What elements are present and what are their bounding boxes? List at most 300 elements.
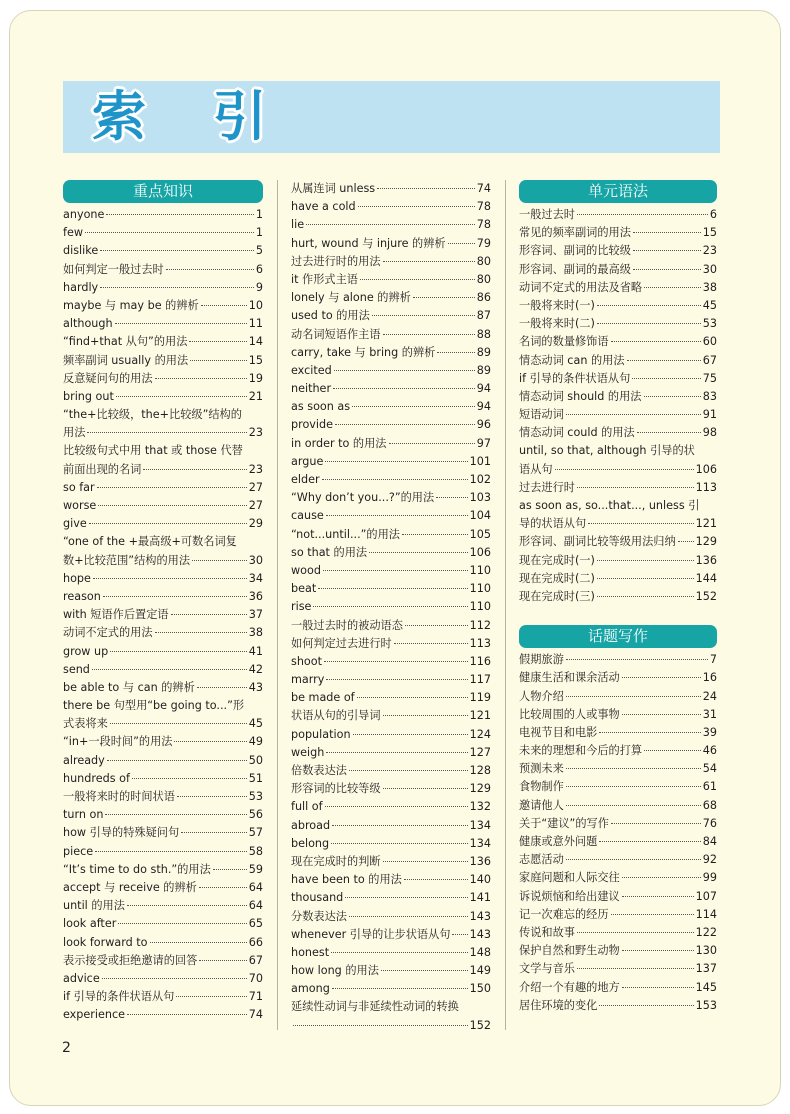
entry-page-number: 67	[248, 953, 263, 967]
dot-leader	[87, 432, 246, 433]
entry-page-number: 15	[702, 226, 717, 240]
entry-term: 语从句	[519, 462, 553, 476]
dot-leader	[132, 778, 247, 779]
entry-page-number: 66	[248, 935, 263, 949]
entry-page-number: 114	[695, 907, 717, 921]
index-entry	[519, 461, 717, 479]
index-entry	[63, 752, 263, 770]
index-entry	[519, 297, 717, 315]
index-entry	[63, 624, 263, 642]
dot-leader	[633, 232, 701, 233]
entry-page-number: 110	[469, 582, 491, 596]
entry-term: as soon as	[291, 400, 351, 414]
entry-page-number: 45	[248, 717, 263, 731]
index-entry	[63, 715, 263, 733]
dot-leader	[597, 596, 694, 597]
index-entry	[63, 242, 263, 260]
entry-term: 式表将来	[63, 717, 108, 731]
index-entry	[291, 926, 491, 944]
entry-page-number: 136	[695, 553, 717, 567]
entry-page-number: 19	[248, 371, 263, 385]
entry-page-number: 91	[702, 408, 717, 422]
dot-leader	[325, 461, 467, 462]
dot-leader	[190, 360, 247, 361]
dot-leader	[197, 687, 247, 688]
entry-page-number: 42	[248, 662, 263, 676]
entry-page-number: 59	[248, 862, 263, 876]
entry-term: honest	[291, 945, 330, 959]
index-column-3	[519, 180, 717, 1015]
dot-leader	[103, 596, 247, 597]
dot-leader	[566, 768, 701, 769]
entry-term: 情态动词 could 的用法	[519, 426, 635, 440]
entry-page-number: 121	[695, 517, 717, 531]
index-entry	[519, 651, 717, 669]
entry-term: 形容词、副词比较等级用法归纳	[519, 535, 676, 549]
dot-leader	[322, 479, 468, 480]
index-entry	[291, 1017, 491, 1035]
entry-page-number: 134	[469, 836, 491, 850]
index-entry-line: there be 句型用“be going to...”形	[63, 699, 245, 713]
entry-page-number: 80	[476, 272, 491, 286]
entry-page-number: 60	[702, 335, 717, 349]
dot-leader	[577, 487, 694, 488]
dot-leader	[633, 269, 701, 270]
entry-page-number: 110	[469, 600, 491, 614]
entry-term: anyone	[63, 208, 105, 221]
dot-leader	[622, 877, 701, 878]
index-entry	[519, 833, 717, 851]
entry-term: it 作形式主语	[291, 272, 358, 286]
entry-term: 情态动词 can 的用法	[519, 353, 625, 367]
dot-leader	[323, 570, 468, 571]
entry-term: bring out	[63, 389, 114, 403]
index-entry	[291, 962, 491, 980]
entry-page-number: 51	[248, 771, 263, 785]
entry-page-number: 53	[248, 790, 263, 803]
index-list	[63, 206, 263, 1024]
dot-leader	[199, 960, 246, 961]
index-entry	[291, 617, 491, 635]
entry-page-number: 76	[702, 816, 717, 830]
entry-term: 人物介绍	[519, 689, 564, 703]
index-entry	[291, 744, 491, 762]
index-entry	[63, 897, 263, 915]
index-entry	[519, 570, 717, 588]
entry-page-number: 94	[476, 400, 491, 414]
index-list	[519, 206, 717, 606]
index-entry	[291, 780, 491, 798]
entry-term: turn on	[63, 808, 104, 822]
index-entry	[291, 980, 491, 998]
index-entry	[291, 326, 491, 344]
entry-term: 如何判定过去进行时	[291, 636, 392, 650]
dot-leader	[555, 469, 694, 470]
index-entry	[63, 370, 263, 388]
dot-leader	[352, 406, 475, 407]
entry-page-number: 31	[702, 707, 717, 721]
entry-term: accept 与 receive 的辨析	[63, 880, 197, 894]
dot-leader	[332, 988, 468, 989]
index-entry	[519, 942, 717, 960]
entry-term: 记一次难忘的经历	[519, 907, 609, 921]
dot-leader	[349, 770, 468, 771]
entry-term: be able to 与 can 的辨析	[63, 680, 195, 694]
index-entry	[63, 879, 263, 897]
entry-term: although	[63, 317, 113, 331]
entry-page-number: 104	[469, 509, 491, 523]
dot-leader	[89, 523, 247, 524]
entry-term: experience	[63, 1008, 126, 1022]
entry-page-number: 86	[476, 291, 491, 305]
entry-term: 一般过去时	[519, 208, 575, 221]
entry-term: send	[63, 662, 90, 676]
index-entry-line: “one of the +最高级+可数名词复	[63, 535, 237, 549]
entry-page-number: 49	[248, 735, 263, 749]
dot-leader	[566, 859, 701, 860]
index-entry	[63, 861, 263, 879]
entry-term: “find+that 从句”的用法	[63, 335, 188, 349]
entry-term: 形容词的比较等级	[291, 782, 381, 796]
entry-page-number: 43	[248, 680, 263, 694]
dot-leader	[166, 269, 254, 270]
entry-term: 比较周围的人或事物	[519, 707, 620, 721]
entry-page-number: 67	[702, 353, 717, 367]
dot-leader	[97, 487, 247, 488]
index-entry	[291, 598, 491, 616]
entry-page-number: 79	[476, 236, 491, 250]
entry-term: 文学与音乐	[519, 962, 575, 976]
index-entry	[63, 224, 263, 242]
dot-leader	[566, 659, 708, 660]
entry-page-number: 37	[248, 608, 263, 622]
entry-page-number: 27	[248, 499, 263, 512]
entry-page-number: 36	[248, 589, 263, 603]
entry-page-number: 145	[695, 980, 717, 994]
dot-leader	[335, 424, 475, 425]
dot-leader	[360, 279, 475, 280]
entry-term: 预测未来	[519, 762, 564, 776]
dot-leader	[394, 643, 468, 644]
index-entry	[291, 307, 491, 325]
entry-term: if 引导的条件状语从句	[519, 371, 631, 385]
index-entry	[291, 853, 491, 871]
entry-term: among	[291, 982, 330, 996]
entry-term: 数+比较范围”结构的用法	[63, 553, 191, 567]
entry-page-number: 134	[469, 818, 491, 832]
entry-page-number: 103	[469, 491, 491, 505]
dot-leader	[383, 861, 468, 862]
entry-term: 如何判定一般过去时	[63, 262, 164, 276]
dot-leader	[326, 679, 467, 680]
index-entry	[519, 552, 717, 570]
entry-page-number: 124	[469, 727, 491, 741]
entry-term: 志愿活动	[519, 853, 564, 867]
entry-term: how 引导的特殊疑问句	[63, 826, 180, 840]
entry-term: elder	[291, 473, 320, 486]
dot-leader	[627, 360, 701, 361]
entry-term: 倍数表达法	[291, 764, 347, 777]
dot-leader	[100, 250, 254, 251]
entry-page-number: 75	[702, 371, 717, 385]
dot-leader	[106, 214, 253, 215]
entry-term: so that 的用法	[291, 545, 368, 559]
dot-leader	[353, 734, 468, 735]
index-entry	[291, 507, 491, 525]
dot-leader	[334, 370, 475, 371]
dot-leader	[176, 996, 246, 997]
dot-leader	[326, 752, 467, 753]
entry-page-number: 70	[248, 971, 263, 985]
entry-page-number: 1	[255, 226, 263, 240]
index-entry	[519, 797, 717, 815]
index-entry	[291, 289, 491, 307]
index-entry	[63, 788, 263, 806]
entry-term: whenever 引导的让步状语从句	[291, 927, 451, 941]
entry-term: full of	[291, 800, 323, 814]
dot-leader	[98, 505, 246, 506]
entry-term: used to 的用法	[291, 309, 370, 323]
entry-page-number: 136	[469, 854, 491, 868]
dot-leader	[622, 896, 694, 897]
index-entry	[63, 970, 263, 988]
entry-page-number: 83	[702, 389, 717, 403]
entry-page-number: 74	[248, 1008, 263, 1022]
entry-page-number: 132	[469, 800, 491, 814]
dot-leader	[118, 923, 246, 924]
entry-page-number: 46	[702, 744, 717, 758]
index-entry	[519, 924, 717, 942]
index-list	[291, 180, 491, 1035]
index-entry	[63, 479, 263, 497]
entry-page-number: 9	[255, 280, 263, 294]
index-entry	[291, 762, 491, 780]
index-entry	[291, 562, 491, 580]
entry-term: beat	[291, 582, 317, 596]
dot-leader	[318, 588, 467, 589]
entry-page-number: 14	[248, 335, 263, 349]
dot-leader	[213, 869, 247, 870]
entry-page-number: 16	[702, 671, 717, 685]
entry-term: marry	[291, 673, 325, 687]
dot-leader	[644, 287, 701, 288]
entry-term: 过去进行时	[519, 480, 575, 494]
dot-leader	[369, 552, 468, 553]
index-entry	[291, 216, 491, 234]
dot-leader	[177, 796, 247, 797]
dot-leader	[383, 715, 468, 716]
index-entry	[519, 206, 717, 224]
dot-leader	[333, 388, 475, 389]
dot-leader	[110, 651, 247, 652]
index-entry	[63, 733, 263, 751]
dot-leader	[324, 661, 468, 662]
entry-page-number: 78	[476, 218, 491, 232]
entry-page-number: 113	[695, 480, 717, 494]
index-entry	[63, 806, 263, 824]
dot-leader	[107, 760, 247, 761]
entry-term: in order to 的用法	[291, 436, 387, 450]
index-entry	[519, 224, 717, 242]
entry-term: so far	[63, 480, 95, 494]
entry-page-number: 89	[476, 345, 491, 359]
dot-leader	[632, 378, 700, 379]
entry-term: 现在完成时(二)	[519, 571, 595, 585]
entry-term: provide	[291, 418, 334, 432]
entry-page-number: 144	[695, 571, 717, 585]
index-entry	[291, 580, 491, 598]
index-entry	[291, 689, 491, 707]
dot-leader	[110, 723, 247, 724]
dot-leader	[100, 287, 254, 288]
entry-term: 频率副词 usually 的用法	[63, 353, 189, 367]
entry-page-number: 50	[248, 753, 263, 767]
index-entry	[291, 544, 491, 562]
entry-page-number: 98	[702, 426, 717, 440]
entry-term: “Why don’t you...?”的用法	[291, 491, 435, 505]
entry-term: lie	[291, 218, 305, 232]
entry-term: look after	[63, 917, 117, 931]
entry-page-number: 78	[476, 200, 491, 214]
dot-leader	[644, 396, 701, 397]
index-entry	[291, 416, 491, 434]
entry-page-number: 102	[469, 473, 491, 486]
entry-term: hurt, wound 与 injure 的辨析	[291, 236, 446, 250]
index-entry	[291, 526, 491, 544]
index-entry	[63, 843, 263, 861]
dot-leader	[345, 897, 467, 898]
index-entry	[519, 688, 717, 706]
index-entry	[291, 344, 491, 362]
entry-term: dislike	[63, 244, 99, 258]
entry-term: “in+一段时间”的用法	[63, 735, 173, 749]
index-entry	[519, 706, 717, 724]
dot-leader	[588, 523, 694, 524]
entry-page-number: 64	[248, 880, 263, 894]
dot-leader	[92, 669, 247, 670]
entry-page-number: 23	[248, 426, 263, 440]
dot-leader	[143, 469, 246, 470]
dot-leader	[127, 905, 247, 906]
dot-leader	[127, 1014, 247, 1015]
dot-leader	[566, 414, 701, 415]
entry-page-number: 105	[469, 527, 491, 541]
dot-leader	[437, 352, 474, 353]
dot-leader	[155, 632, 247, 633]
entry-term: excited	[291, 363, 332, 377]
entry-page-number: 57	[248, 826, 263, 840]
entry-term: “It’s time to do sth.”的用法	[63, 862, 211, 876]
entry-term: 假期旅游	[519, 653, 564, 667]
dot-leader	[577, 932, 694, 933]
entry-term: 名词的数量修饰语	[519, 335, 609, 349]
entry-term: maybe 与 may be 的辨析	[63, 298, 199, 312]
entry-page-number: 30	[702, 262, 717, 276]
dot-leader	[644, 750, 701, 751]
index-entry	[63, 915, 263, 933]
index-entry	[519, 388, 717, 406]
dot-leader	[566, 696, 701, 697]
index-entry	[291, 253, 491, 271]
dot-leader	[293, 1025, 468, 1026]
index-entry	[291, 471, 491, 489]
index-entry	[63, 297, 263, 315]
index-entry	[63, 679, 263, 697]
dot-leader	[155, 378, 247, 379]
entry-term: 邀请他人	[519, 798, 564, 812]
entry-page-number: 64	[248, 899, 263, 913]
entry-page-number: 143	[469, 927, 491, 941]
entry-term: 短语动词	[519, 408, 564, 422]
entry-page-number: 137	[695, 962, 717, 976]
dot-leader	[349, 916, 468, 917]
entry-term: if 引导的条件状语从句	[63, 990, 175, 1004]
dot-leader	[357, 697, 468, 698]
dot-leader	[389, 443, 475, 444]
entry-page-number: 101	[469, 454, 491, 468]
index-entry	[519, 724, 717, 742]
entry-term: 从属连词 unless	[291, 182, 376, 195]
dot-leader	[332, 825, 468, 826]
entry-term: population	[291, 727, 351, 741]
entry-term: cause	[291, 509, 324, 523]
page-title: 索 引	[92, 85, 291, 148]
entry-term: 情态动词 should 的用法	[519, 389, 642, 403]
index-entry	[519, 315, 717, 333]
dot-leader	[174, 741, 246, 742]
entry-term: 未来的理想和今后的打算	[519, 744, 643, 758]
entry-page-number: 153	[695, 998, 717, 1012]
entry-term: 动词不定式的用法	[63, 626, 153, 640]
index-entry	[291, 817, 491, 835]
index-entry	[291, 671, 491, 689]
index-entry	[291, 635, 491, 653]
entry-term: shoot	[291, 654, 322, 668]
entry-page-number: 129	[695, 535, 717, 549]
dot-leader	[189, 341, 246, 342]
dot-leader	[85, 232, 254, 233]
dot-leader	[448, 243, 475, 244]
section-heading-unit-grammar: 单元语法	[519, 180, 717, 203]
dot-leader	[306, 224, 475, 225]
index-entry	[63, 661, 263, 679]
dot-leader	[326, 515, 468, 516]
index-entry	[519, 588, 717, 606]
entry-page-number: 53	[702, 317, 717, 331]
entry-term: lonely 与 alone 的辨析	[291, 291, 411, 305]
dot-leader	[358, 206, 475, 207]
entry-term: argue	[291, 454, 324, 468]
entry-page-number: 56	[248, 808, 263, 822]
index-entry	[291, 871, 491, 889]
index-entry	[519, 279, 717, 297]
entry-term: with 短语作后置定语	[63, 608, 169, 622]
index-entry	[519, 778, 717, 796]
entry-term: hardly	[63, 280, 99, 294]
entry-term: 一般将来时的时间状语	[63, 790, 175, 803]
entry-page-number: 10	[248, 298, 263, 312]
entry-page-number: 92	[702, 853, 717, 867]
entry-term: 形容词、副词的最高级	[519, 262, 631, 276]
index-entry	[519, 869, 717, 887]
entry-term: 过去进行时的用法	[291, 254, 381, 268]
entry-page-number: 140	[469, 873, 491, 887]
column-divider	[277, 180, 278, 1030]
entry-term: hope	[63, 571, 91, 585]
dot-leader	[597, 578, 694, 579]
entry-term: wood	[291, 563, 321, 577]
entry-page-number: 39	[702, 725, 717, 739]
